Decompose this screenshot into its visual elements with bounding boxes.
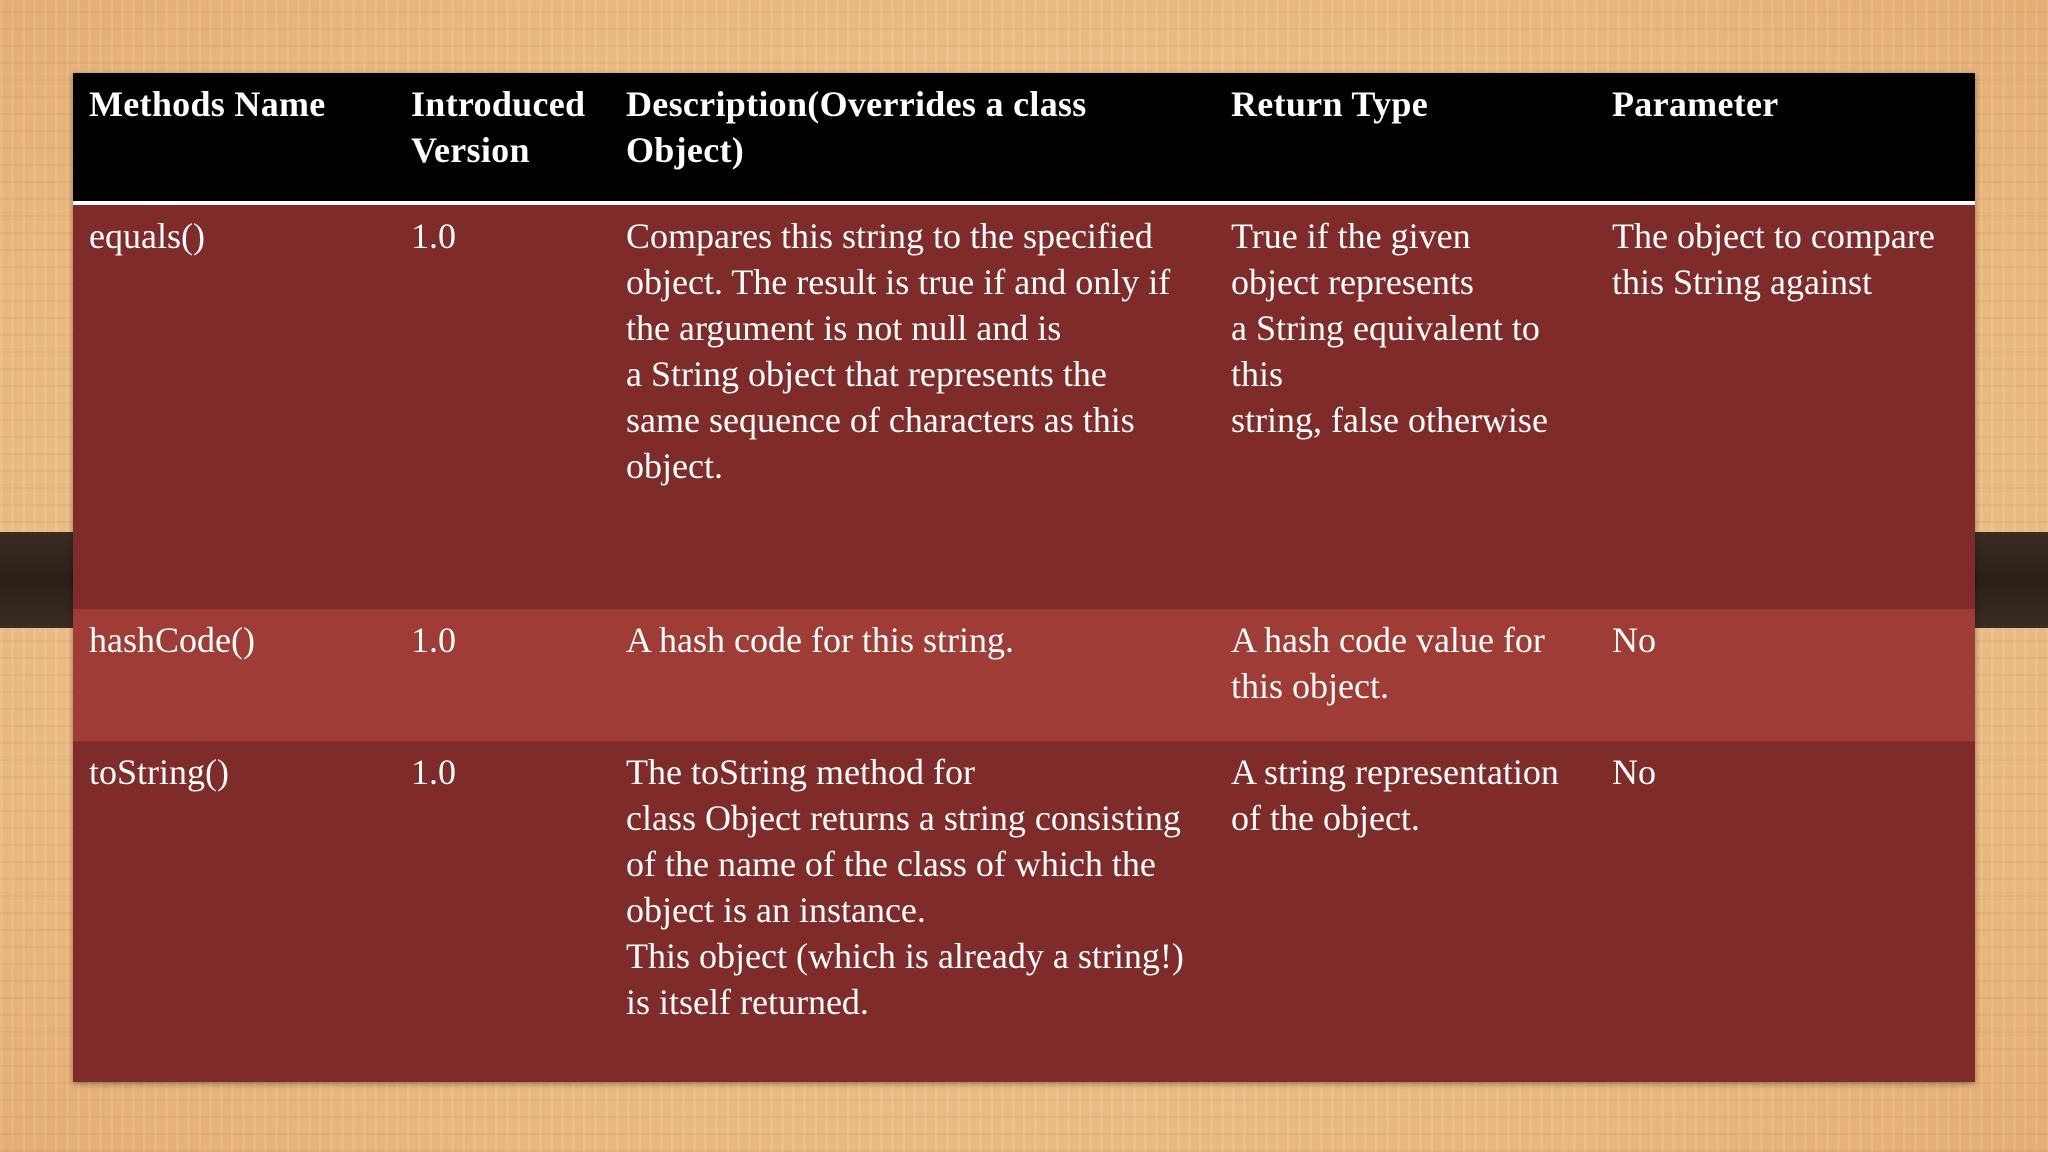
header-parameter: Parameter (1612, 84, 1779, 124)
header-methods-name: Methods Name (89, 84, 326, 124)
cell-description: Compares this string to the specified object. The result is true if and only if the argument is not null and is a String object that represents the same sequence of characters as this object. (626, 216, 1171, 486)
cell-version: 1.0 (411, 216, 456, 256)
methods-table-container (73, 73, 1975, 1082)
table-row (73, 741, 1975, 1082)
cell-parameter: No (1612, 620, 1656, 660)
header-description: Description(Overrides a class Object) (626, 84, 1087, 170)
cell-description: The toString method for class Object returns a string consisting of the name of the class of which the object is an instance. This object (which is already a string!) is itself returned. (626, 752, 1184, 1022)
cell-version: 1.0 (411, 752, 456, 792)
cell-method: hashCode() (89, 620, 255, 660)
table-row (73, 205, 1975, 609)
wood-band-left (0, 532, 74, 628)
cell-method: equals() (89, 216, 205, 256)
header-introduced-version: Introduced Version (411, 84, 586, 170)
header-return-type: Return Type (1231, 84, 1428, 124)
cell-version: 1.0 (411, 620, 456, 660)
cell-return-type: True if the given object represents a String equivalent to this string, false otherwise (1231, 216, 1548, 440)
cell-method: toString() (89, 752, 229, 792)
methods-table (73, 73, 1975, 1082)
cell-description: A hash code for this string. (626, 620, 1014, 660)
cell-return-type: A string representation of the object. (1231, 752, 1559, 838)
cell-parameter: The object to compare this String against (1612, 216, 1935, 302)
table-row (73, 609, 1975, 741)
table-header-row (73, 73, 1975, 201)
cell-parameter: No (1612, 752, 1656, 792)
wood-band-right (1974, 532, 2048, 628)
cell-return-type: A hash code value for this object. (1231, 620, 1545, 706)
